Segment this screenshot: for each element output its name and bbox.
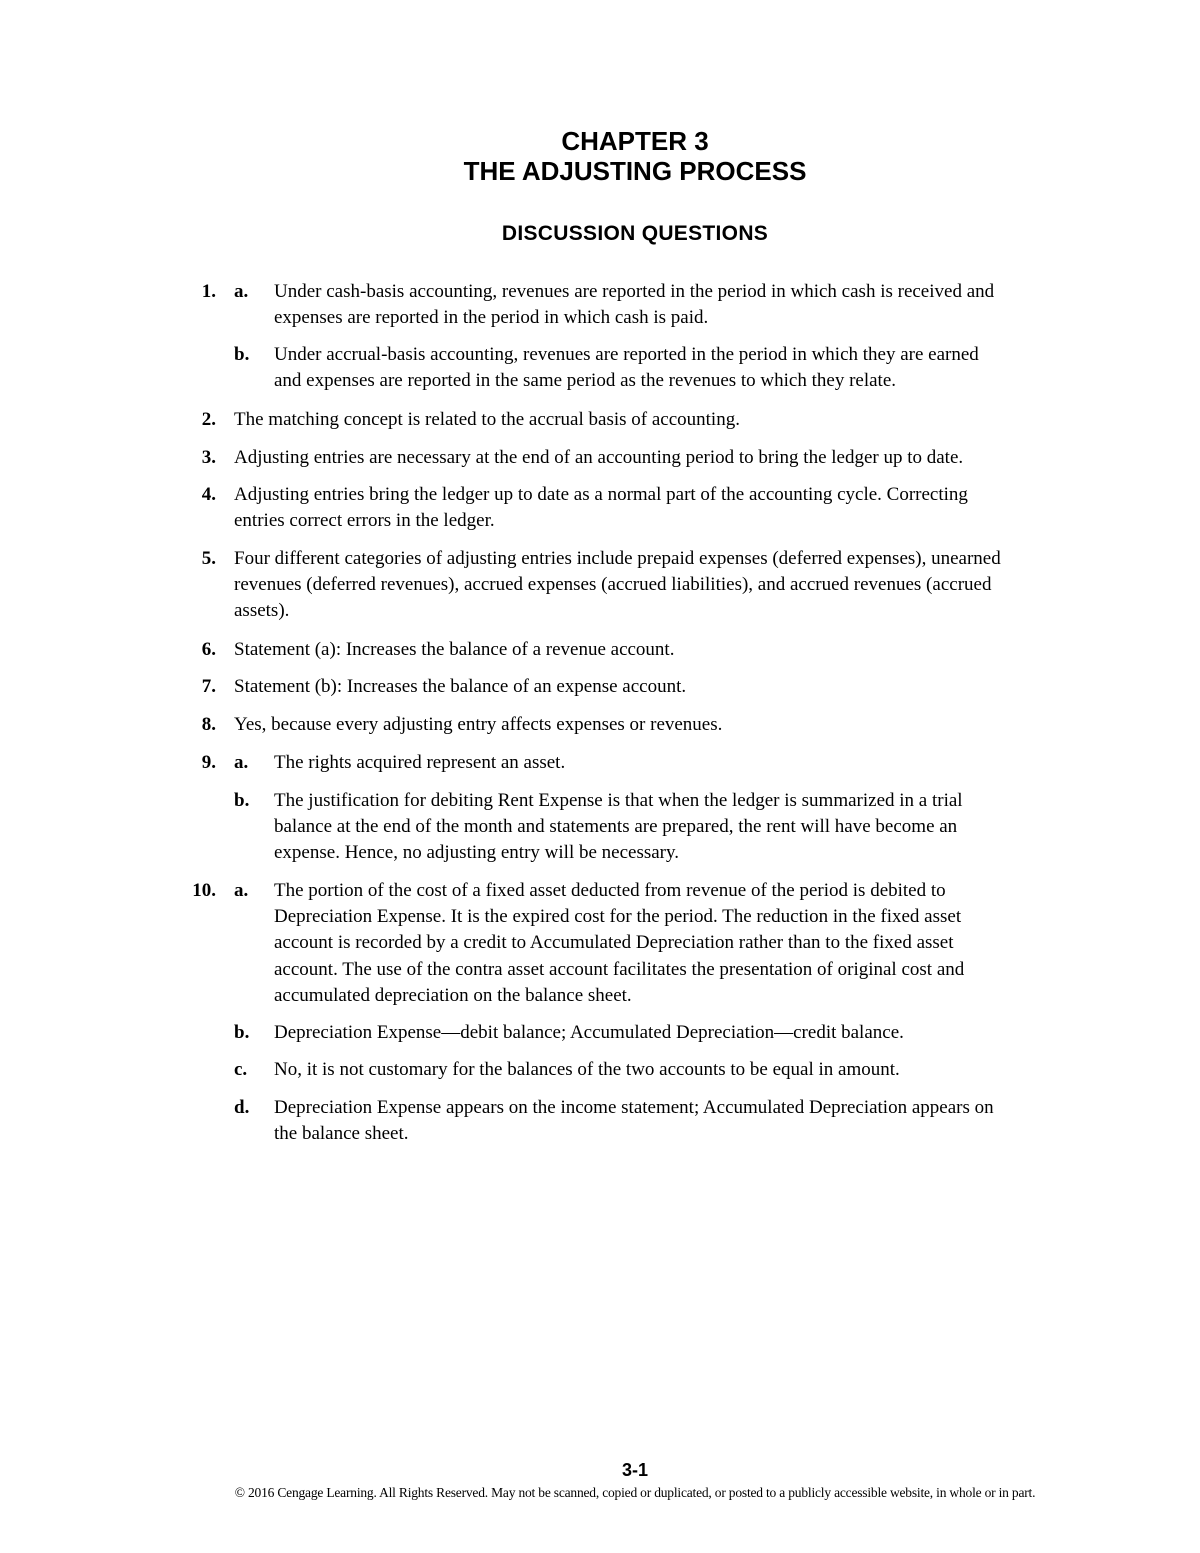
answer-text: [274, 342, 979, 394]
answer-line: Under cash-basis accounting, revenues are reported in the period in which cash is received and: [274, 281, 995, 302]
answer-line: entries correct errors in the ledger.: [234, 510, 495, 532]
answer-line: The portion of the cost of a fixed asset deducted from revenue of the period is debited to: [274, 880, 946, 901]
answer-line: The justification for debiting Rent Expense is that when the ledger is summarized in a trial: [274, 790, 963, 811]
part-letter: a.: [234, 880, 249, 901]
answer-line: balance at the end of the month and statements are prepared, the rent will have become an: [274, 816, 958, 838]
answer-text: [274, 279, 994, 331]
part-letter: a.: [234, 281, 249, 302]
answer-line: Statement (b): Increases the balance of an expense account.: [234, 676, 687, 697]
answer-line: No, it is not customary for the balances of the two accounts to be equal in amount.: [274, 1059, 900, 1080]
answer-text: [234, 546, 1001, 625]
part-letter: d.: [234, 1097, 250, 1118]
part-letter: b.: [234, 1022, 250, 1043]
page-number: 3-1: [621, 1460, 648, 1480]
answer-text: [274, 878, 964, 1009]
answer-line: accumulated depreciation on the balance sheet.: [274, 984, 632, 1006]
answer-line: Statement (a): Increases the balance of a revenue account.: [234, 639, 675, 660]
answer-line: expenses are reported in the period in which cash is paid.: [274, 307, 709, 329]
answer-text: [274, 750, 565, 776]
chapter-heading: [0, 126, 1200, 186]
answer-text: [274, 788, 963, 867]
chapter-number: CHAPTER 3: [561, 126, 709, 156]
question-number: 5.: [201, 548, 216, 569]
answer-line: The matching concept is related to the accrual basis of accounting.: [234, 409, 740, 430]
answer-line: Depreciation Expense—debit balance; Accumulated Depreciation—credit balance.: [274, 1022, 904, 1043]
question-number: 8.: [201, 714, 216, 735]
question-number: 9.: [201, 752, 216, 773]
part-letter: a.: [234, 752, 249, 773]
answer-line: Depreciation Expense appears on the income statement; Accumulated Depreciation appears on: [274, 1097, 994, 1118]
answer-line: Depreciation Expense. It is the expired cost for the period. The reduction in the fixed asset: [274, 906, 962, 928]
chapter-title: THE ADJUSTING PROCESS: [463, 156, 807, 186]
answer-line: account is recorded by a credit to Accumulated Depreciation rather than to the fixed asset: [274, 932, 954, 954]
answer-line: account. The use of the contra asset account facilitates the presentation of original cost and: [274, 958, 965, 980]
answer-line: revenues (deferred revenues), accrued expenses (accrued liabilities), and accrued revenues (accrued: [234, 574, 992, 596]
answer-line: Adjusting entries are necessary at the end of an accounting period to bring the ledger up to date.: [234, 447, 964, 468]
question-number: 6.: [201, 639, 216, 660]
answer-text: [234, 445, 963, 471]
question-number: 10.: [192, 880, 216, 901]
answer-text: [234, 674, 686, 700]
answer-line: and expenses are reported in the same period as the revenues to which they relate.: [274, 370, 896, 392]
question-number: 1.: [201, 281, 216, 302]
answer-line: Yes, because every adjusting entry affects expenses or revenues.: [234, 714, 723, 735]
answer-line: the balance sheet.: [274, 1123, 409, 1145]
answer-text: [274, 1095, 994, 1147]
answer-line: assets).: [234, 600, 290, 622]
question-number: 3.: [201, 447, 216, 468]
question-number: 4.: [201, 484, 216, 505]
question-number: 2.: [201, 409, 216, 430]
copyright-notice: © 2016 Cengage Learning. All Rights Reserved. May not be scanned, copied or duplicated, or posted to a publicly accessible website, in whole or in part.: [234, 1485, 1036, 1500]
answer-line: The rights acquired represent an asset.: [274, 752, 566, 773]
part-letter: b.: [234, 790, 250, 811]
answer-text: [274, 1020, 904, 1046]
answer-text: [234, 407, 740, 433]
answer-text: [234, 637, 674, 663]
part-letter: c.: [234, 1059, 248, 1080]
answer-line: Four different categories of adjusting entries include prepaid expenses (deferred expenses), unearned: [234, 548, 1001, 569]
section-title: DISCUSSION QUESTIONS: [501, 222, 769, 245]
answer-line: Under accrual-basis accounting, revenues are reported in the period in which they are earned: [274, 344, 979, 365]
answer-text: [234, 712, 722, 738]
answer-line: Adjusting entries bring the ledger up to date as a normal part of the accounting cycle. Correcting: [234, 484, 968, 505]
answer-line: expense. Hence, no adjusting entry will be necessary.: [274, 842, 680, 864]
answer-text: [274, 1057, 900, 1083]
part-letter: b.: [234, 344, 250, 365]
answer-text: [234, 482, 968, 534]
question-number: 7.: [201, 676, 216, 697]
